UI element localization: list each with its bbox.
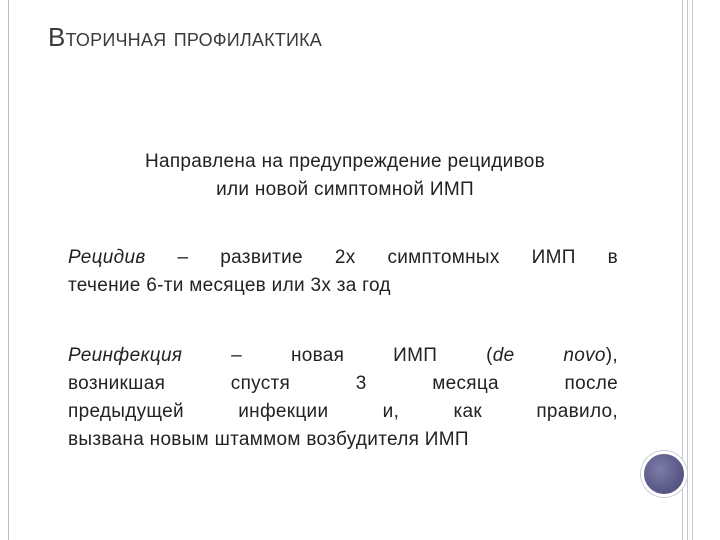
relapse-definition: – развитие 2х симптомных ИМП в [145, 247, 618, 268]
latin-novo: novo [563, 345, 606, 366]
frame-line-right [692, 0, 693, 540]
relapse-term: Рецидив [68, 247, 146, 268]
paragraph-reinfection [68, 342, 618, 454]
decorative-circle-icon [641, 451, 687, 497]
relapse-line-1 [68, 244, 618, 272]
space [514, 345, 563, 366]
purpose-line-1: Направлена на предупреждение рецидивов [144, 151, 546, 172]
reinfection-line-1 [68, 342, 618, 370]
purpose-line-2: или новой симптомной ИМП [216, 179, 474, 200]
paragraph-purpose [70, 148, 620, 204]
reinfection-line-3: предыдущей инфекции и, как правило, [68, 401, 618, 422]
latin-de: de [492, 345, 515, 366]
reinfection-line-2: возникшая спустя 3 месяца после [68, 373, 618, 394]
reinfection-line-4: вызвана новым штаммом возбудителя ИМП [68, 429, 469, 450]
relapse-line-2: течение 6-ти месяцев или 3х за год [68, 275, 391, 296]
slide-title: Вторичная профилактика [48, 22, 322, 52]
reinfection-paren-close: ), [605, 345, 618, 366]
reinfection-text: – новая ИМП ( [182, 345, 493, 366]
reinfection-term: Реинфекция [68, 345, 183, 366]
frame-line-right [687, 0, 688, 540]
paragraph-relapse [68, 244, 618, 300]
frame-line-left [8, 0, 9, 540]
